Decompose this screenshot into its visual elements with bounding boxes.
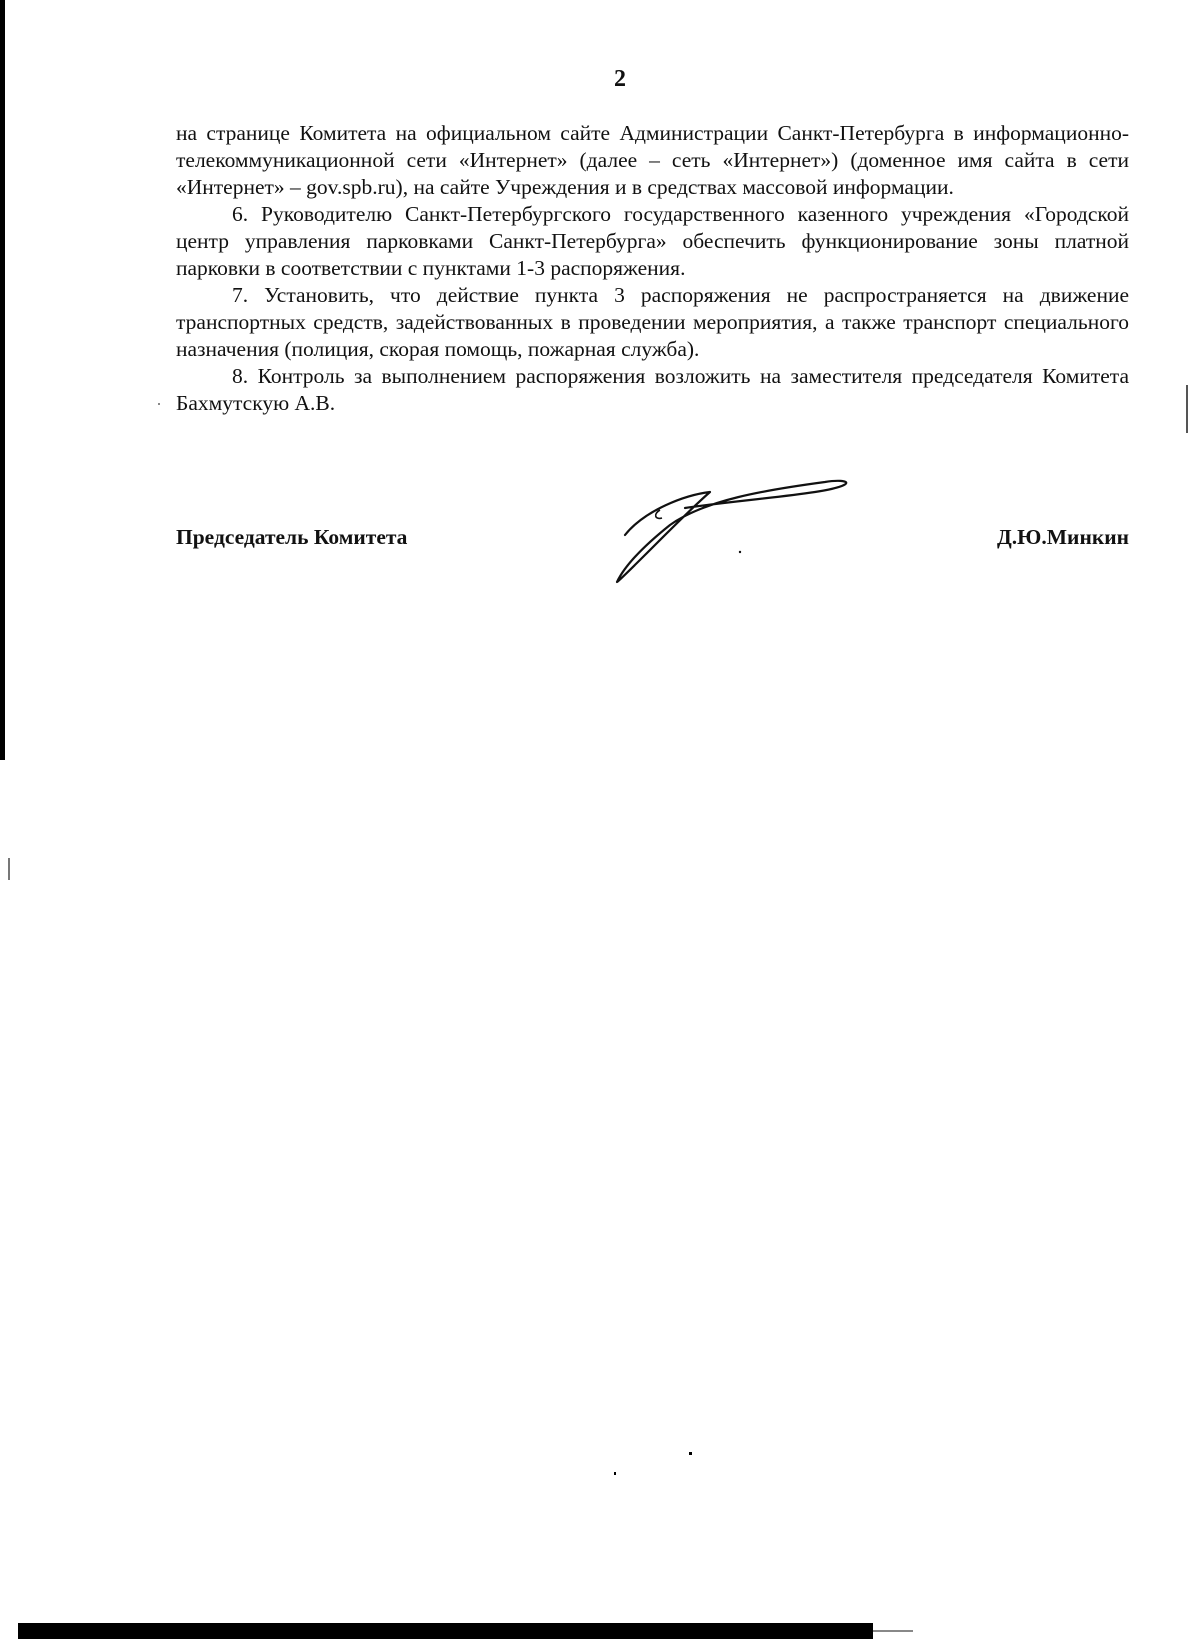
scan-right-mark [1186,385,1188,433]
page-number: 2 [614,66,626,92]
scan-dot [614,1472,616,1475]
paragraph-item-7: 7. Установить, что действие пункта 3 распоряжения не распространяется на движение транспортных средств, задействованных в проведении мероприятия, а также транспорт специального назначения (полиция, скорая помощь, пожарная служба). [176,283,1129,361]
scan-bottom-edge-thin [873,1630,913,1632]
scan-dot [158,403,160,405]
document-body [176,120,1129,417]
handwritten-signature [615,470,855,590]
signatory-name: Д.Ю.Минкин [997,525,1129,549]
scan-bottom-edge [18,1623,873,1639]
scan-left-mark [8,858,10,880]
paragraph-item-6: 6. Руководителю Санкт-Петербургского государственного казенного учреждения «Городской центр управления парковками Санкт-Петербурга» обеспечить функционирование зоны платной парковки в соответствии с пунктами 1-3 распоряжения. [176,202,1129,280]
paragraph-item-8: 8. Контроль за выполнением распоряжения возложить на заместителя председателя Комитета Бахмутскую А.В. [176,364,1129,415]
scan-dot [689,1452,692,1455]
scan-left-edge [0,0,5,760]
signatory-title: Председатель Комитета [176,525,408,549]
paragraph-continuation: на странице Комитета на официальном сайте Администрации Санкт-Петербурга в информационно-телекоммуникационной сети «Интернет» (далее – сеть «Интернет») (доменное имя сайта в сети «Интернет» – gov.spb.ru), на сайте Учреждения и в средствах массовой информации. [176,121,1129,199]
